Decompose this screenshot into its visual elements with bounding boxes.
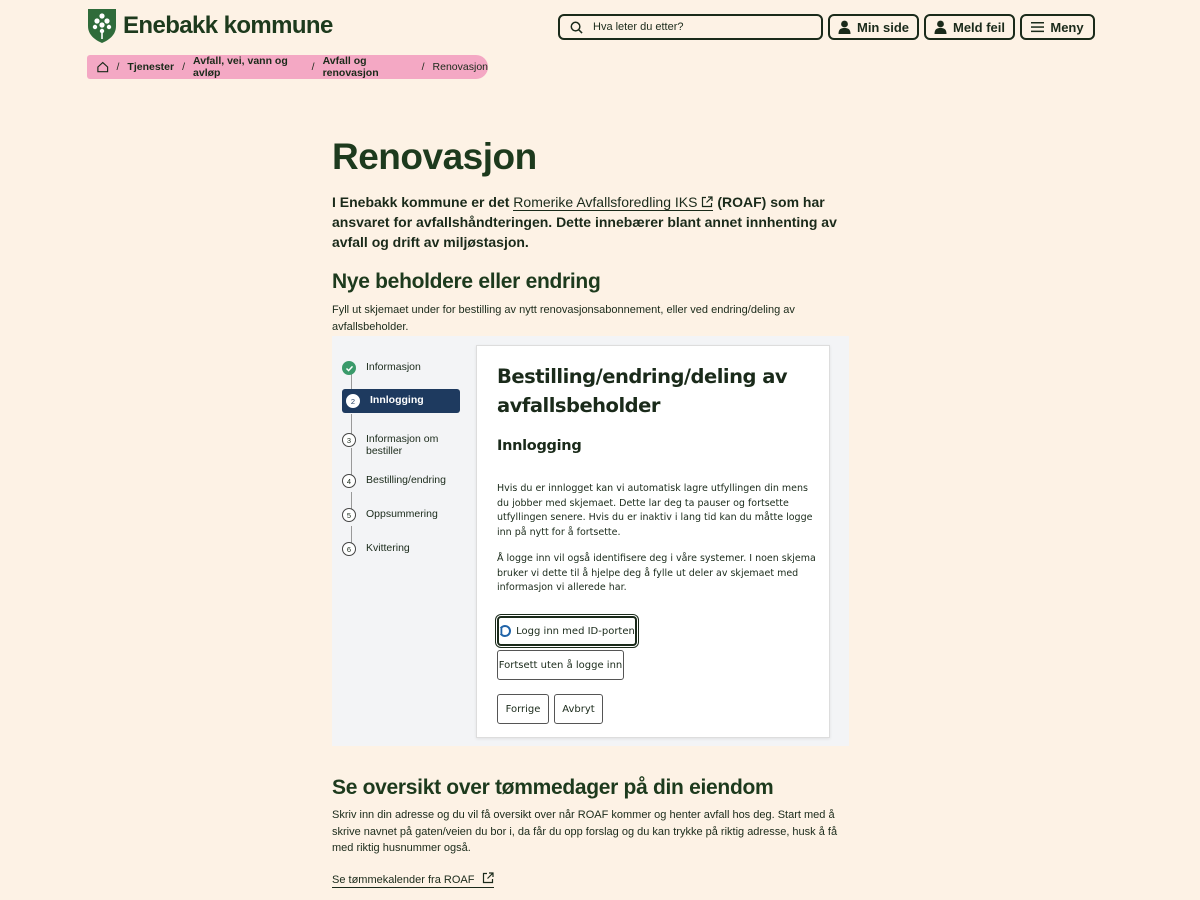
cancel-label: Avbryt — [562, 703, 595, 715]
external-link-icon — [482, 872, 494, 884]
collection-calendar-label: Se tømmekalender fra ROAF — [332, 874, 475, 886]
step-label: Kvittering — [366, 542, 410, 554]
step-number: 2 — [346, 394, 360, 408]
step-number: 5 — [342, 508, 356, 522]
form-step-heading: Innlogging — [497, 438, 582, 454]
meld-feil-label: Meld feil — [952, 19, 1005, 35]
section-collection-days-title: Se oversikt over tømmedager på din eiendom — [332, 776, 774, 799]
breadcrumb-separator: / — [421, 61, 425, 73]
breadcrumb-current: Renovasjon — [432, 61, 488, 73]
intro-before: I Enebakk kommune er det — [332, 194, 514, 210]
identify-info-text: Å logge inn vil også identifisere deg i våre systemer. I noen skjema bruker vi dette til å hjelpe deg å fylle ut deler av skjemaet med informasjon vi allerede har. — [497, 553, 816, 594]
order-form — [332, 336, 849, 746]
section-collection-days-text: Skriv inn din adresse og du vil få oversikt over når ROAF kommer og henter avfall hos deg. Start med å skrive navnet på gaten/veien du bor i, da får du opp forslag og du kan trykke på riktig adresse, husk å få med riktig husnummer også. — [332, 809, 838, 854]
step-label: Informasjon — [366, 361, 421, 373]
step-label: Innlogging — [370, 394, 424, 406]
site-logo[interactable] — [87, 8, 333, 44]
step-bestilling-endring[interactable] — [342, 473, 460, 488]
step-connector — [351, 374, 352, 390]
search-input[interactable] — [593, 21, 813, 33]
step-number: 3 — [342, 433, 356, 447]
continue-without-login-label: Fortsett uten å logge inn — [498, 659, 623, 671]
breadcrumb — [87, 55, 488, 79]
site-name: Enebakk kommune — [123, 12, 333, 39]
intro-after: (ROAF) som har ansvaret for avfallshåndteringen. Dette innebærer blant annet innhenting av avfall og drift av miljøstasjon. — [332, 194, 837, 250]
id-porten-login-button[interactable] — [497, 616, 637, 646]
min-side-label: Min side — [856, 19, 909, 35]
step-kvittering[interactable] — [342, 541, 460, 556]
page-title: Renovasjon — [332, 136, 537, 177]
cancel-button[interactable] — [554, 694, 603, 724]
breadcrumb-separator: / — [116, 61, 120, 73]
previous-button[interactable] — [497, 694, 549, 724]
section-new-containers-title: Nye beholdere eller endring — [332, 270, 601, 293]
step-innlogging[interactable] — [342, 389, 460, 413]
external-link-icon — [701, 196, 713, 208]
step-label: Bestilling/endring — [366, 474, 446, 486]
section-new-containers-text: Fyll ut skjemaet under for bestilling av nytt renovasjonsabonnement, eller ved endring/deling av avfallsbeholder. — [332, 304, 795, 333]
breadcrumb-item-tjenester[interactable]: Tjenester — [127, 61, 175, 73]
user-icon — [838, 20, 851, 34]
meld-feil-button[interactable] — [924, 14, 1015, 40]
step-oppsummering[interactable] — [342, 507, 460, 522]
previous-label: Forrige — [505, 703, 541, 715]
step-label: Informasjon om bestiller — [366, 433, 439, 457]
id-porten-icon — [499, 625, 511, 637]
check-icon — [342, 361, 356, 375]
roaf-link[interactable] — [513, 194, 713, 211]
home-icon[interactable] — [97, 61, 109, 73]
breadcrumb-separator: / — [182, 61, 186, 73]
login-info-text: Hvis du er innlogget kan vi automatisk lagre utfyllingen din mens du jobber med skjemaet. Dette lar deg ta pauser og fortsette utfyllingen senere. Hvis du er inaktiv i lang tid kan du måtte logge inn på nytt for å fortsette. — [497, 483, 813, 538]
form-card — [476, 345, 830, 738]
min-side-button[interactable] — [828, 14, 919, 40]
breadcrumb-item-avfall-vei[interactable]: Avfall, vei, vann og avløp — [193, 55, 288, 79]
breadcrumb-item-avfall-renovasjon[interactable]: Avfall og renovasjon — [322, 55, 379, 79]
step-informasjon[interactable] — [342, 360, 460, 375]
form-title: Bestilling/endring/deling av avfallsbeholder — [497, 365, 788, 417]
collection-calendar-link[interactable] — [332, 872, 494, 888]
step-connector — [351, 414, 352, 434]
user-icon — [934, 20, 947, 34]
step-number: 6 — [342, 542, 356, 556]
search-box[interactable] — [558, 14, 823, 40]
breadcrumb-separator: / — [311, 61, 315, 73]
continue-without-login-button[interactable] — [497, 650, 624, 680]
menu-button[interactable] — [1020, 14, 1095, 40]
step-number: 4 — [342, 474, 356, 488]
id-porten-login-label: Logg inn med ID-porten — [516, 625, 635, 637]
menu-label: Meny — [1050, 19, 1084, 35]
intro-text — [332, 192, 842, 252]
roaf-link-label: Romerike Avfallsforedling IKS — [513, 194, 698, 210]
step-informasjon-om-bestiller[interactable] — [342, 432, 460, 457]
hamburger-icon — [1031, 20, 1044, 34]
search-icon — [570, 21, 583, 34]
coat-of-arms-icon — [87, 8, 117, 44]
step-label: Oppsummering — [366, 508, 438, 520]
site-header — [0, 0, 1200, 54]
